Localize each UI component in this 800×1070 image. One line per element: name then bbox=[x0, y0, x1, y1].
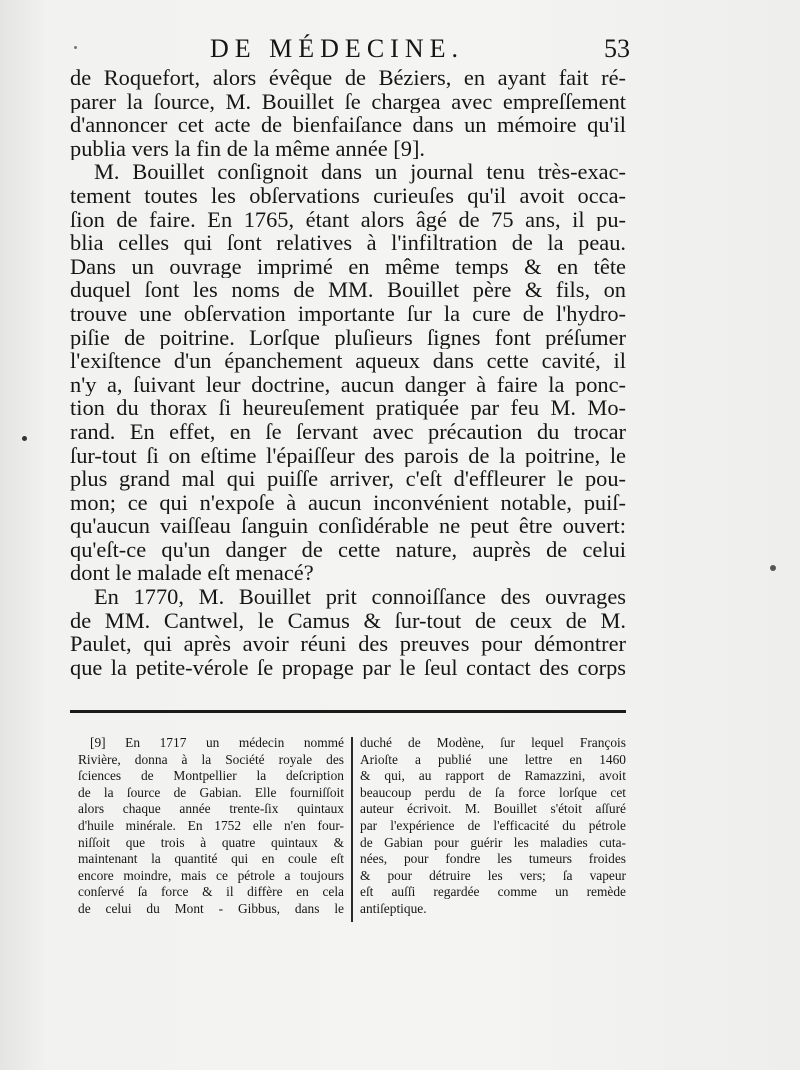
text-line: trouve une obſervation importante ſur la cure de l'hydro- bbox=[70, 301, 626, 326]
page-number: 53 bbox=[604, 34, 630, 63]
text-line: ſion de faire. En 1765, étant alors âgé de 75 ans, il pu- bbox=[70, 207, 626, 232]
text-line: blia celles qui ſont relatives à l'infiltration de la peau. bbox=[70, 231, 626, 255]
text-line: qu'eſt-ce qu'un danger de cette nature, auprès de celui bbox=[70, 537, 626, 562]
paper-speck bbox=[770, 565, 776, 571]
footnote-column-right bbox=[360, 735, 626, 922]
text-line: qu'aucun vaiſſeau ſanguin conſidérable ne peut être ouvert: bbox=[70, 514, 626, 538]
text-line: ſur-tout ſi on eſtime l'épaiſſeur des parois de la poitrine, le bbox=[70, 443, 626, 468]
text-line: Paulet, qui après avoir réuni des preuves pour démontrer bbox=[70, 632, 626, 656]
footnote-line: & qui, au rapport de Ramazzini, avoit bbox=[360, 768, 626, 784]
footnote-column-divider bbox=[351, 737, 353, 922]
footnote-line: & pour détruire les vers; ſa vapeur bbox=[360, 867, 626, 883]
text-line: de Roquefort, alors évêque de Béziers, en ayant fait ré- bbox=[70, 66, 626, 90]
footnote-line: eſt auſſi regardée comme un remède bbox=[360, 884, 626, 900]
footnote-separator-rule bbox=[70, 710, 626, 713]
page-header bbox=[70, 34, 630, 64]
text-line: piſie de poitrine. Lorſque pluſieurs ſignes font préſumer bbox=[70, 325, 626, 350]
text-line: d'annoncer cet acte de bienfaiſance dans un mémoire qu'il bbox=[70, 113, 626, 137]
footnote-line: encore moindre, mais ce pétrole a toujours bbox=[78, 867, 344, 883]
paper-speck bbox=[22, 436, 27, 441]
footnote-line: conſervé ſa force & il diffère en cela bbox=[78, 884, 344, 900]
text-line: que la petite-vérole ſe propage par le ſeul contact des corps bbox=[70, 655, 626, 680]
footnote-line: par l'expérience de l'efficacité du pétrole bbox=[360, 817, 626, 833]
footnote-line: alors chaque année trente-ſix quintaux bbox=[78, 801, 344, 817]
footnote-line: beaucoup perdu de ſa force lorſque cet bbox=[360, 784, 626, 800]
footnote-line: d'huile minérale. En 1752 elle n'en four- bbox=[78, 817, 344, 833]
text-line: duquel ſont les noms de MM. Bouillet père & fils, on bbox=[70, 278, 626, 302]
footnote-line: [9] En 1717 un médecin nommé bbox=[90, 735, 344, 750]
footnote-line: de Gabian pour guérir les maladies cuta- bbox=[360, 834, 626, 850]
text-line: dont le malade eſt menacé? bbox=[70, 561, 314, 586]
text-line: tion du thorax ſi heureuſement pratiquée par feu M. Mo- bbox=[70, 396, 626, 420]
text-line: parer la ſource, M. Bouillet ſe chargea avec empreſſement bbox=[70, 89, 626, 114]
text-line: n'y a, ſuivant leur doctrine, aucun danger à faire la ponc- bbox=[70, 372, 626, 397]
paper-speck bbox=[74, 46, 77, 49]
footnote-line: nées, pour fondre les tumeurs froides bbox=[360, 851, 626, 867]
running-title: DE MÉDECINE. bbox=[210, 34, 464, 63]
text-line: Dans un ouvrage imprimé en même temps & en tête bbox=[70, 254, 626, 279]
text-line: plus grand mal qui puiſſe arriver, c'eſt d'effleurer le pou- bbox=[70, 467, 626, 491]
footnote-line: niſſoit que trois à quatre quintaux & bbox=[78, 834, 344, 850]
footnote-line: maintenant la quantité qui en coule eſt bbox=[78, 851, 344, 867]
main-text bbox=[70, 66, 626, 679]
text-line: En 1770, M. Bouillet prit connoiſſance des ouvrages bbox=[94, 585, 626, 609]
text-line: tement toutes les obſervations curieuſes qu'il avoit occa- bbox=[70, 183, 626, 208]
footnote-line: duché de Modène, ſur lequel François bbox=[360, 735, 626, 750]
footnote-line: antiſeptique. bbox=[360, 900, 427, 916]
footnote-line: auteur écrivoit. M. Bouillet s'étoit aſſuré bbox=[360, 801, 626, 817]
text-line: mon; ce qui n'expoſe à aucun inconvénient notable, puiſ- bbox=[70, 490, 626, 515]
footnote-line: de celui du Mont - Gibbus, dans le bbox=[78, 900, 344, 916]
text-line: de MM. Cantwel, le Camus & ſur-tout de ceux de M. bbox=[70, 608, 626, 633]
footnote-block bbox=[78, 735, 626, 922]
text-line: publia vers la fin de la même année [9]. bbox=[70, 136, 425, 161]
text-line: l'exiſtence d'un épanchement aqueux dans cette cavité, il bbox=[70, 349, 626, 373]
footnote-line: Arioſte a publié une lettre en 1460 bbox=[360, 751, 626, 767]
footnote-column-left bbox=[78, 735, 344, 922]
footnote-line: de la ſource de Gabian. Elle fourniſſoit bbox=[78, 784, 344, 800]
text-line: rand. En effet, en ſe ſervant avec précaution du trocar bbox=[70, 419, 626, 444]
footnote-line: ſciences de Montpellier la deſcription bbox=[78, 768, 344, 784]
text-line: M. Bouillet conſignoit dans un journal tenu très-exac- bbox=[94, 160, 626, 184]
footnote-line: Rivière, donna à la Société royale des bbox=[78, 751, 344, 767]
